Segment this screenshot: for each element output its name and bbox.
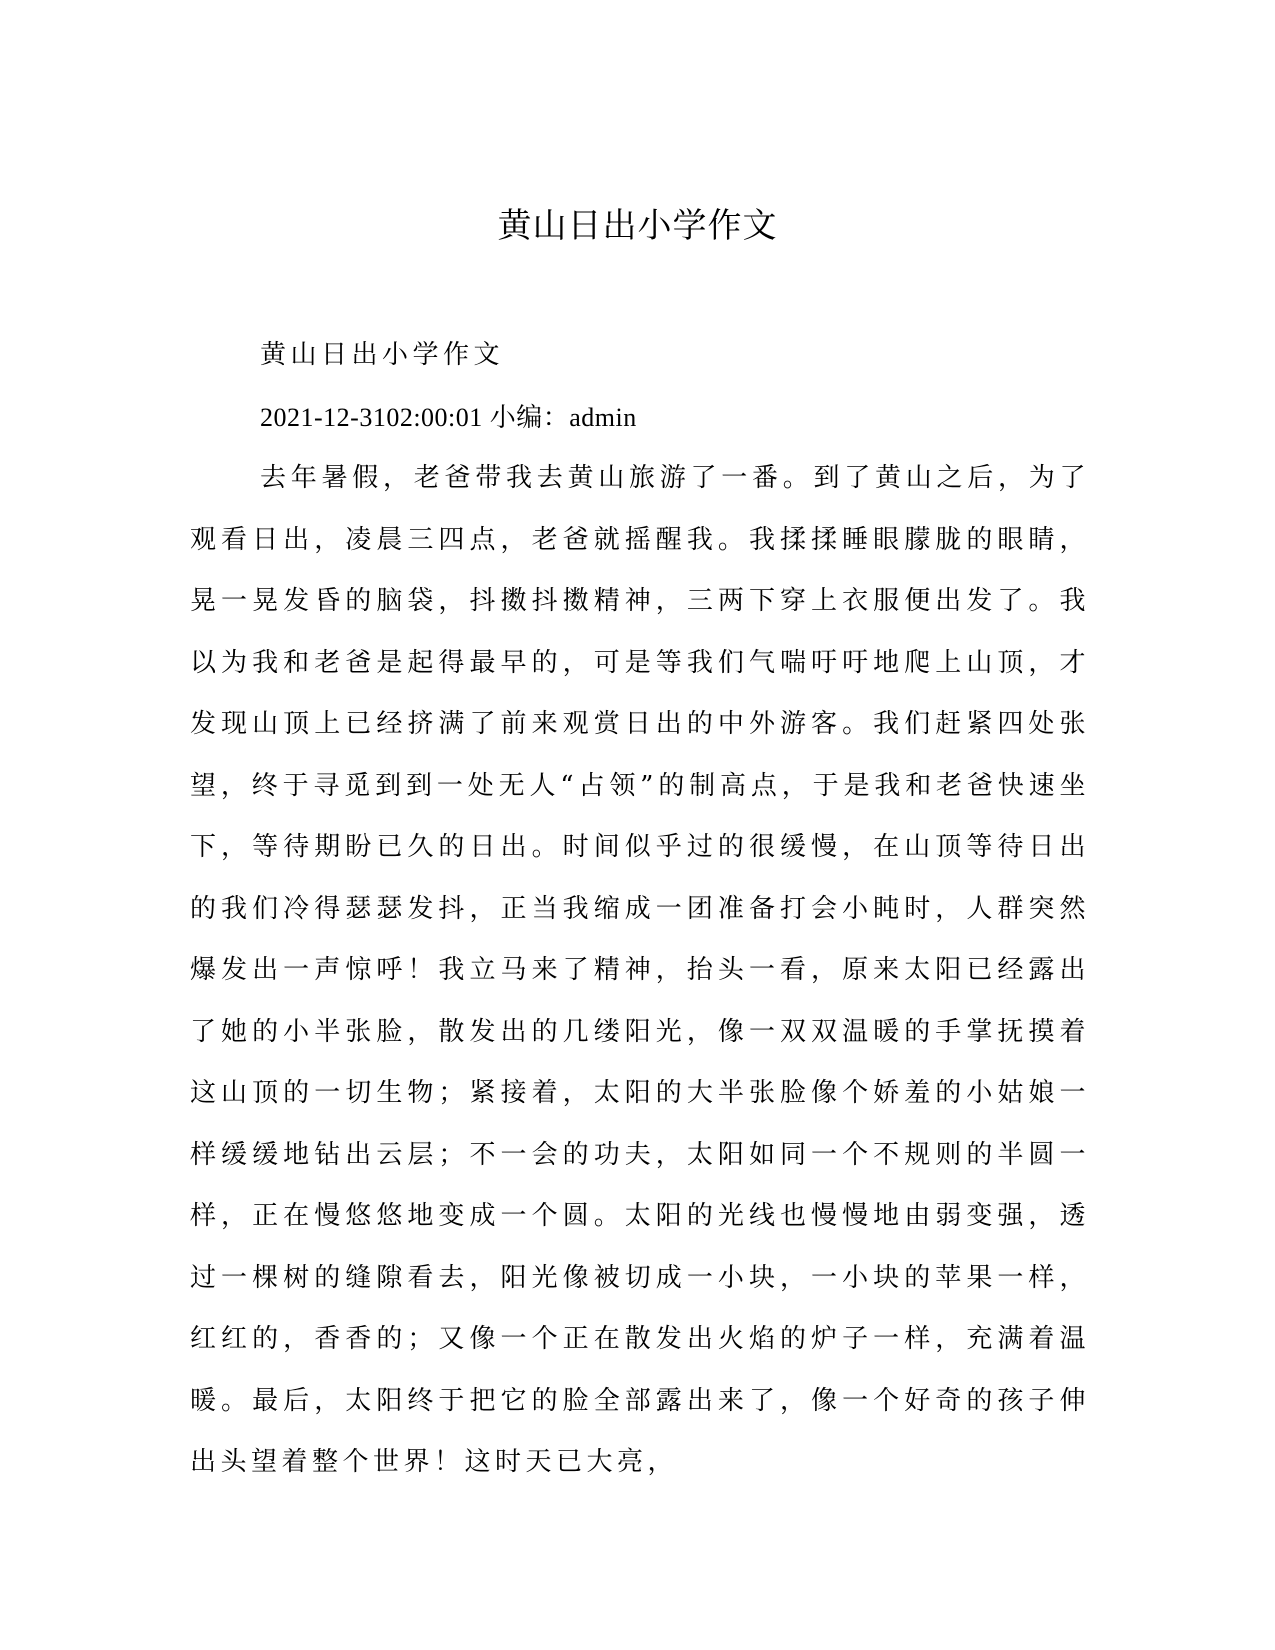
document-body <box>190 325 1090 1494</box>
article-subheading: 黄山日出小学作文 <box>260 340 505 370</box>
document-title: 黄山日出小学作文 <box>497 206 778 246</box>
body-paragraph: 去年暑假，老爸带我去黄山旅游了一番。到了黄山之后，为了观看日出，凌晨三四点，老爸就摇醒我。我揉揉睡眼朦胧的眼睛，晃一晃发昏的脑袋，抖擞抖擞精神，三两下穿上衣服便出发了。我以为我和老爸是起得最早的，可是等我们气喘吁吁地爬上山顶，才发现山顶上已经挤满了前来观赏日出的中外游客。我们赶紧四处张望，终于寻觅到到一处无人“占领”的制高点，于是我和老爸快速坐下，等待期盼已久的日出。时间似乎过的很缓慢，在山顶等待日出的我们冷得瑟瑟发抖，正当我缩成一团准备打会小盹时，人群突然爆发出一声惊呼！我立马来了精神，抬头一看，原来太阳已经露出了她的小半张脸，散发出的几缕阳光，像一双双温暖的手掌抚摸着这山顶的一切生物；紧接着，太阳的大半张脸像个娇羞的小姑娘一样缓缓地钻出云层；不一会的功夫，太阳如同一个不规则的半圆一样，正在慢悠悠地变成一个圆。太阳的光线也慢慢地由弱变强，透过一棵树的缝隙看去，阳光像被切成一小块，一小块的苹果一样，红红的，香香的；又像一个正在散发出火焰的炉子一样，充满着温暖。最后，太阳终于把它的脸全部露出来了，像一个好奇的孩子伸出头望着整个世界！这时天已大亮， <box>190 463 1090 1477</box>
article-meta: 2021-12-3102:00:01 小编：admin <box>260 402 637 432</box>
